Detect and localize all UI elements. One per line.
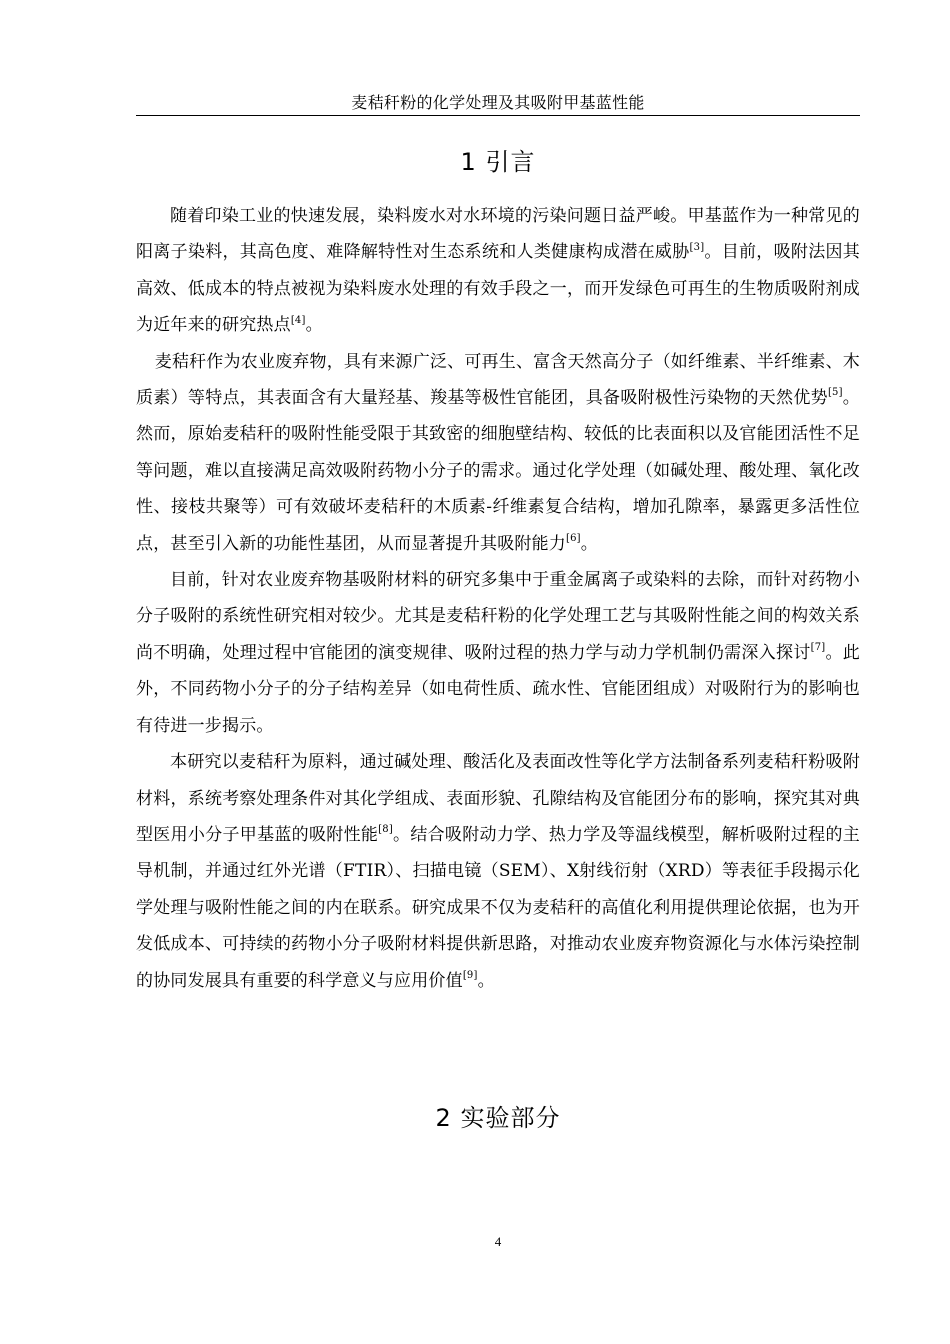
citation-9: [9] <box>462 969 478 981</box>
header-rule <box>136 115 860 116</box>
paragraph-3-text-b: 。此外，不同药物小分子的分子结构差异（如电荷性质、疏水性、官能团组成）对吸附行为的影响也有待进一步揭示。 <box>136 642 860 736</box>
paragraph-3 <box>136 562 860 744</box>
introduction-body <box>136 198 860 999</box>
paragraph-4 <box>136 744 860 999</box>
paragraph-4-text-a: 本研究以麦秸秆为原料，通过碱处理、酸活化及表面改性等化学方法制备系列麦秸秆粉吸附材料，系统考察处理条件对其化学组成、表面形貌、孔隙结构及官能团分布的影响，探究其对典型医用小分子甲基蓝的吸附性能 <box>136 752 860 845</box>
paragraph-1-text-a: 随着印染工业的快速发展，染料废水对水环境的污染问题日益严峻。甲基蓝作为一种常见的阳离子染料，其高色度、难降解特性对生态系统和人类健康构成潜在威胁 <box>136 206 860 263</box>
paragraph-1-text-c: 。 <box>305 315 323 336</box>
citation-6: [6] <box>566 533 581 544</box>
paragraph-2 <box>136 344 860 562</box>
paragraph-3-text-a: 目前，针对农业废弃物基吸附材料的研究多集中于重金属离子或染料的去除，而针对药物小分子吸附的系统性研究相对较少。尤其是麦秸秆粉的化学处理工艺与其吸附性能之间的构效关系尚不明确，处理过程中官能团的演变规律、吸附过程的热力学与动力学机制仍需深入探讨 <box>136 570 860 663</box>
paragraph-4-text-b: 。结合吸附动力学、热力学及等温线模型，解析吸附过程的主导机制，并通过红外光谱（FTIR）、扫描电镜（SEM）、X射线衍射（XRD）等表征手段揭示化学处理与吸附性能之间的内在联系。研究成果不仅为麦秸秆的高值化利用提供理论依据，也为开发低成本、可持续的药物小分子吸附材料提供新思路，对推动农业废弃物资源化与水体污染控制的协同发展具有重要的科学意义与应用价值 <box>136 824 860 991</box>
paragraph-2-text-c: 。 <box>580 533 598 554</box>
citation-7: [7] <box>810 642 826 654</box>
citation-5: [5] <box>827 387 843 399</box>
paragraph-1 <box>136 198 860 344</box>
paragraph-2-text-a: 麦秸秆作为农业废弃物，具有来源广泛、可再生、富含天然高分子（如纤维素、半纤维素、木质素）等特点，其表面含有大量羟基、羧基等极性官能团，具备吸附极性污染物的天然优势 <box>136 351 860 409</box>
running-header-title: 麦秸秆粉的化学处理及其吸附甲基蓝性能 <box>351 93 645 112</box>
section-heading-experimental: 2 实验部分 <box>435 1104 561 1132</box>
section-heading-introduction: 1 引言 <box>460 148 536 176</box>
citation-4: [4] <box>290 314 306 326</box>
paragraph-2-text-b: 。然而，原始麦秸秆的吸附性能受限于其致密的细胞壁结构、较低的比表面积以及官能团活性不足等问题，难以直接满足高效吸附药物小分子的需求。通过化学处理（如碱处理、酸处理、氧化改性、接枝共聚等）可有效破坏麦秸秆的木质素-纤维素复合结构，增加孔隙率，暴露更多活性位点，甚至引入新的功能性基团，从而显著提升其吸附能力 <box>136 388 861 554</box>
page-number: 4 <box>494 1234 502 1249</box>
citation-8: [8] <box>378 824 393 836</box>
citation-3: [3] <box>689 241 705 253</box>
paragraph-4-text-c: 。 <box>477 970 495 991</box>
paragraph-1-text-b: 。目前，吸附法因其高效、低成本的特点被视为染料废水处理的有效手段之一，而开发绿色可再生的生物质吸附剂成为近年来的研究热点 <box>136 242 860 336</box>
